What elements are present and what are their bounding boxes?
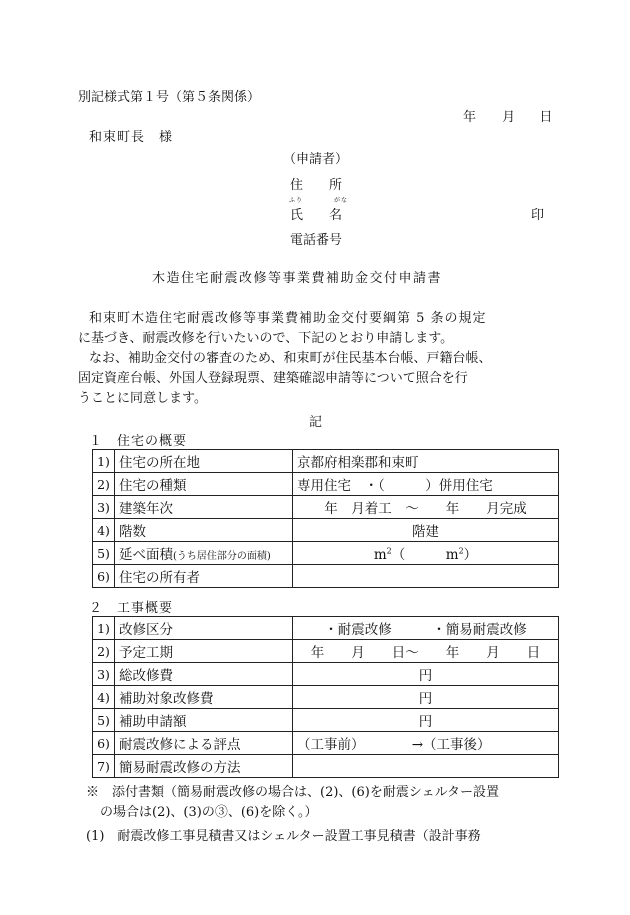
row-value: 円 [293, 686, 559, 709]
row-label: 簡易耐震改修の方法 [115, 755, 293, 778]
body-line-2: に基づき、耐震改修を行いたいので、下記のとおり申請します。 [78, 331, 454, 346]
table-row [93, 565, 559, 588]
row-value [293, 565, 559, 588]
row-value: 京都府相楽郡和束町 [293, 450, 559, 473]
table-row [93, 640, 559, 663]
addressee: 和束町長 様 [89, 130, 174, 145]
row-label: 建築年次 [115, 496, 293, 519]
overview-table [92, 449, 559, 588]
body-line-1: 和束町木造住宅耐震改修等事業費補助金交付要綱第 5 条の規定 [89, 311, 487, 326]
date-line [463, 106, 552, 125]
area-exponent: 2 [386, 546, 392, 556]
row-label: 予定工期 [115, 640, 293, 663]
table-row [93, 617, 559, 640]
section2-heading: ２ 工事概要 [89, 601, 174, 616]
row-label: 階数 [115, 519, 293, 542]
row-number: 3) [93, 663, 115, 686]
construction-table [92, 616, 559, 778]
row-number: 2) [93, 473, 115, 496]
date-day: 日 [539, 110, 553, 125]
row-number: 6) [93, 732, 115, 755]
applicant-heading: （申請者） [283, 152, 349, 167]
name-ruby-2: がな [334, 197, 349, 204]
row-value-cell [293, 542, 559, 565]
body-line-5: うことに同意します。 [78, 391, 207, 406]
row-number: 4) [93, 519, 115, 542]
name-label: 氏 名 [290, 208, 343, 223]
ki-heading: 記 [309, 415, 323, 430]
body-line-3: なお、補助金交付の審査のため、和束町が住民基本台帳、戸籍台帳、 [89, 351, 492, 366]
row-label: 住宅の所在地 [115, 450, 293, 473]
area-unit-paren: （ m [391, 547, 459, 563]
table-row [93, 686, 559, 709]
area-exponent-2: 2 [458, 546, 464, 556]
row-label: 補助対象改修費 [115, 686, 293, 709]
row-label-note: (うち居住部分の面積) [173, 551, 271, 562]
row-value: 階建 [293, 519, 559, 542]
phone-label: 電話番号 [290, 233, 343, 248]
row-label: 延べ面積 [119, 547, 173, 563]
row-label: 改修区分 [115, 617, 293, 640]
address-label: 住 所 [290, 178, 343, 193]
area-unit: m [373, 547, 387, 563]
table-row [93, 709, 559, 732]
table-row [93, 519, 559, 542]
document-title: 木造住宅耐震改修等事業費補助金交付申請書 [152, 271, 443, 286]
date-month: 月 [502, 110, 516, 125]
row-label: 耐震改修による評点 [115, 732, 293, 755]
seal-mark: 印 [531, 208, 545, 223]
row-value: ・耐震改修 ・簡易耐震改修 [293, 617, 559, 640]
row-label: 住宅の所有者 [115, 565, 293, 588]
form-number: 別記様式第１号（第５条関係） [78, 90, 261, 105]
body-line-4: 固定資産台帳、外国人登録現票、建築確認申請等について照合を行 [78, 371, 468, 386]
row-value: 年 月 日～ 年 月 日 [293, 640, 559, 663]
row-number: 5) [93, 709, 115, 732]
table-row [93, 755, 559, 778]
table-row [93, 450, 559, 473]
row-value: 円 [293, 663, 559, 686]
row-number: 5) [93, 542, 115, 565]
notes-line-3: (1) 耐震改修工事見積書又はシェルター設置工事見積書（設計事務 [86, 829, 481, 844]
table-row [93, 473, 559, 496]
row-number: 1) [93, 617, 115, 640]
notes-line-1: ※ 添付書類（簡易耐震改修の場合は、(2)、(6)を耐震シェルター設置 [86, 785, 500, 800]
table-row [93, 663, 559, 686]
row-value: （工事前） →（工事後） [293, 732, 559, 755]
row-number: 3) [93, 496, 115, 519]
row-number: 4) [93, 686, 115, 709]
date-year: 年 [463, 110, 477, 125]
row-label: 住宅の種類 [115, 473, 293, 496]
notes-line-2: の場合は(2)、(3)の③、(6)を除く。） [100, 805, 318, 820]
area-close: ） [463, 547, 478, 563]
table-row [93, 542, 559, 565]
row-number: 6) [93, 565, 115, 588]
row-value: 専用住宅 ・（ ）併用住宅 [293, 473, 559, 496]
name-ruby-1: ふり [289, 197, 304, 204]
row-label: 補助申請額 [115, 709, 293, 732]
row-number: 1) [93, 450, 115, 473]
row-label-cell [115, 542, 293, 565]
row-value [293, 755, 559, 778]
row-number: 2) [93, 640, 115, 663]
row-value: 年 月着工 ～ 年 月完成 [293, 496, 559, 519]
table-row [93, 496, 559, 519]
row-label: 総改修費 [115, 663, 293, 686]
table-row [93, 732, 559, 755]
row-number: 7) [93, 755, 115, 778]
row-value: 円 [293, 709, 559, 732]
section1-heading: １ 住宅の概要 [89, 434, 188, 449]
